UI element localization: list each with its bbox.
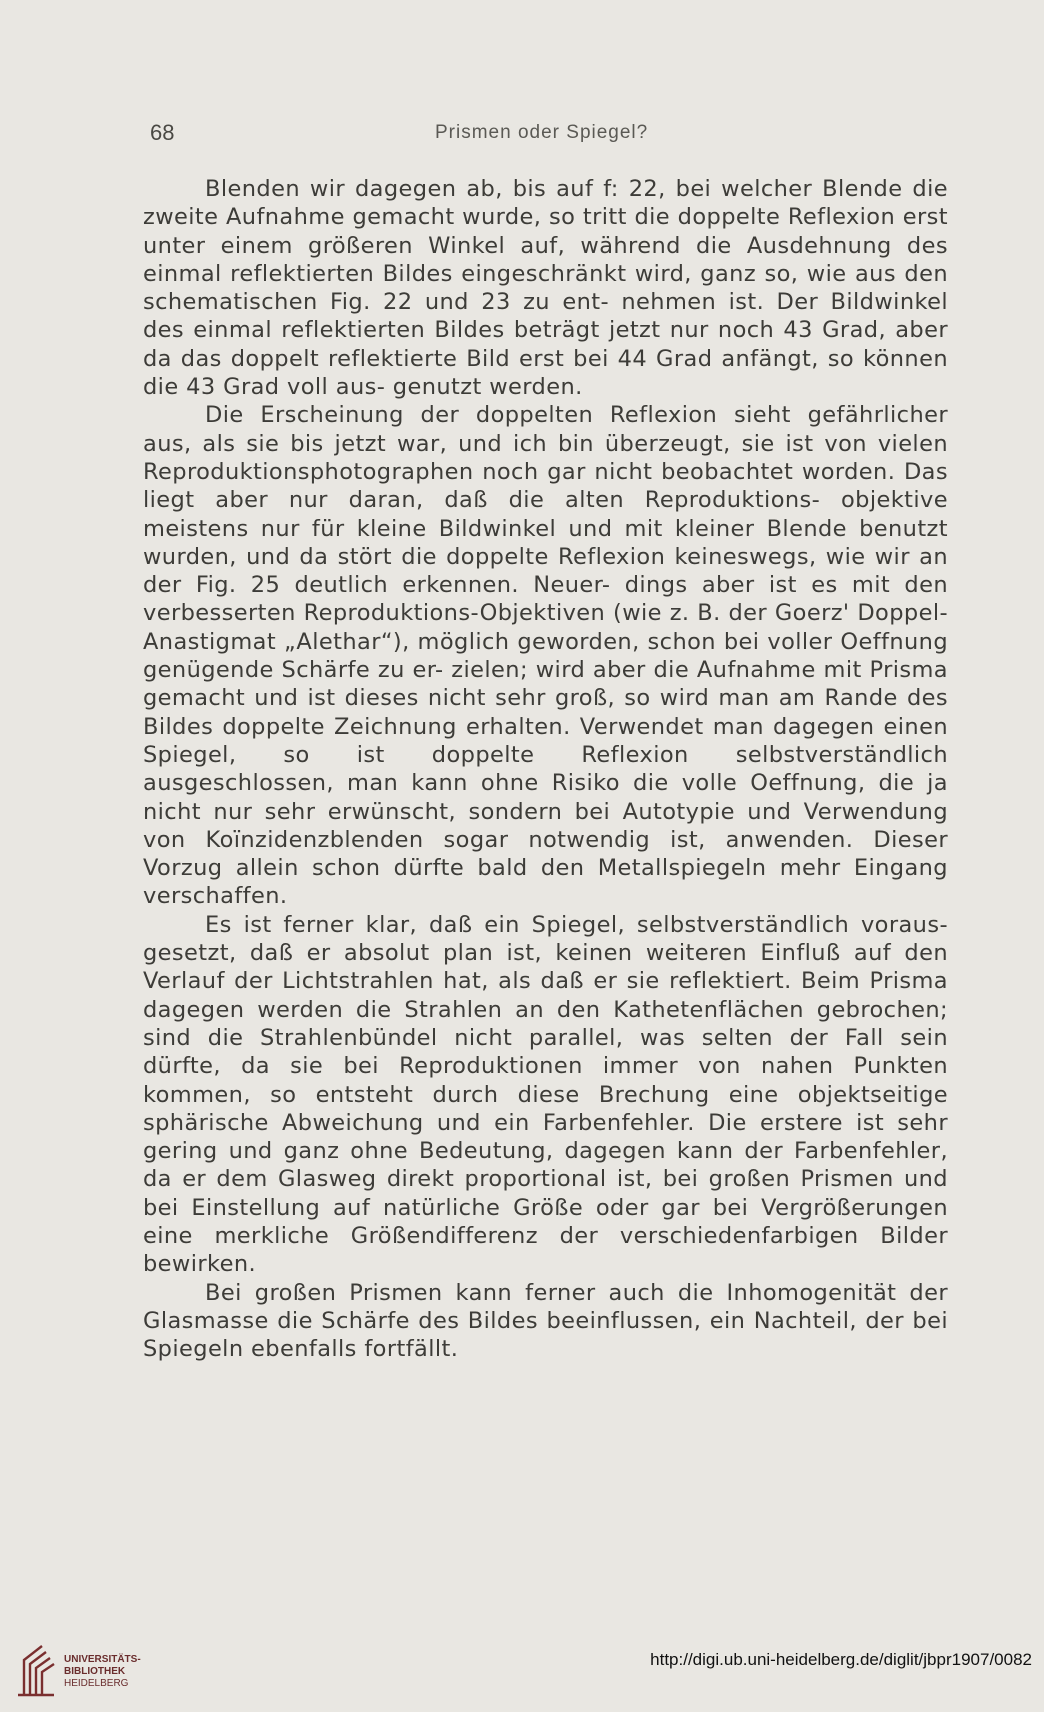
page-number: 68 — [150, 120, 175, 145]
logo-line: BIBLIOTHEK — [64, 1666, 126, 1677]
paragraph: Blenden wir dagegen ab, bis auf f: 22, bei welcher Blende die zweite Aufnahme gemacht wurde, so tritt die doppelte Reflexion erst unter einem größeren Winkel auf, während die Ausdehnung des einmal reflektierten Bildes eingeschränkt wird, ganz so, wie aus den schematischen Fig. 22 und 23 zu ent- nehmen ist. Der Bildwinkel des einmal reflektierten Bildes beträgt jetzt nur noch 43 Grad, aber da das doppelt reflektierte Bild erst bei 44 Grad anfängt, so können die 43 Grad voll aus- genutzt werden. — [143, 176, 948, 401]
paragraph: Die Erscheinung der doppelten Reflexion sieht gefährlicher aus, als sie bis jetzt war, und ich bin überzeugt, sie ist von vielen Reproduktionsphotographen noch gar nicht beobachtet worden. Das liegt aber nur daran, daß die alten Reproduktions- objektive meistens nur für kleine Bildwinkel und mit kleiner Blende benutzt wurden, und da stört die doppelte Reflexion keineswegs, wie wir an der Fig. 25 deutlich erkennen. Neuer- dings aber ist es mit den verbesserten Reproduktions-Objektiven (wie z. B. der Goerz' Doppel-Anastigmat „Alethar“), möglich geworden, schon bei voller Oeffnung genügende Schärfe zu er- zielen; wird aber die Aufnahme mit Prisma gemacht und ist dieses nicht sehr groß, so wird man am Rande des Bildes doppelte Zeichnung erhalten. Verwendet man dagegen einen Spiegel, so ist doppelte Reflexion selbstverständlich ausgeschlossen, man kann ohne Risiko die volle Oeffnung, die ja nicht nur sehr erwünscht, sondern bei Autotypie und Verwendung von Koïnzidenzblenden sogar notwendig ist, anwenden. Dieser Vorzug allein schon dürfte bald den Metallspiegeln mehr Eingang verschaffen. — [143, 402, 948, 910]
library-logo-text — [64, 1654, 141, 1690]
logo-line: UNIVERSITÄTS- — [64, 1654, 141, 1665]
paragraph: Es ist ferner klar, daß ein Spiegel, selbstverständlich voraus- gesetzt, daß er absolut plan ist, keinen weiteren Einfluß auf den Verlauf der Lichtstrahlen hat, als daß er sie reflektiert. Beim Prisma dagegen werden die Strahlen an den Kathetenflächen gebrochen; sind die Strahlenbündel nicht parallel, was selten der Fall sein dürfte, da sie bei Reproduktionen immer von nahen Punkten kommen, so entsteht durch diese Brechung eine objektseitige sphärische Abweichung und ein Farbenfehler. Die erstere ist sehr gering und ganz ohne Bedeutung, dagegen kann der Farbenfehler, da er dem Glasweg direkt proportional ist, bei großen Prismen und bei Einstellung auf natürliche Größe oder gar bei Vergrößerungen eine merkliche Größendifferenz der verschiedenfarbigen Bilder bewirken. — [143, 911, 948, 1278]
running-head: Prismen oder Spiegel? — [435, 122, 649, 143]
library-logo-icon — [14, 1640, 56, 1700]
source-url-link[interactable]: http://digi.ub.uni-heidelberg.de/diglit/jbpr1907/0082 — [650, 1650, 1032, 1669]
page-header — [150, 120, 950, 160]
library-logo[interactable] — [14, 1640, 144, 1700]
text-body — [143, 175, 948, 1363]
paragraph: Bei großen Prismen kann ferner auch die Inhomogenität der Glasmasse die Schärfe des Bildes beeinflussen, ein Nachteil, der bei Spiegeln ebenfalls fortfällt. — [143, 1279, 948, 1363]
logo-line: HEIDELBERG — [64, 1678, 129, 1689]
